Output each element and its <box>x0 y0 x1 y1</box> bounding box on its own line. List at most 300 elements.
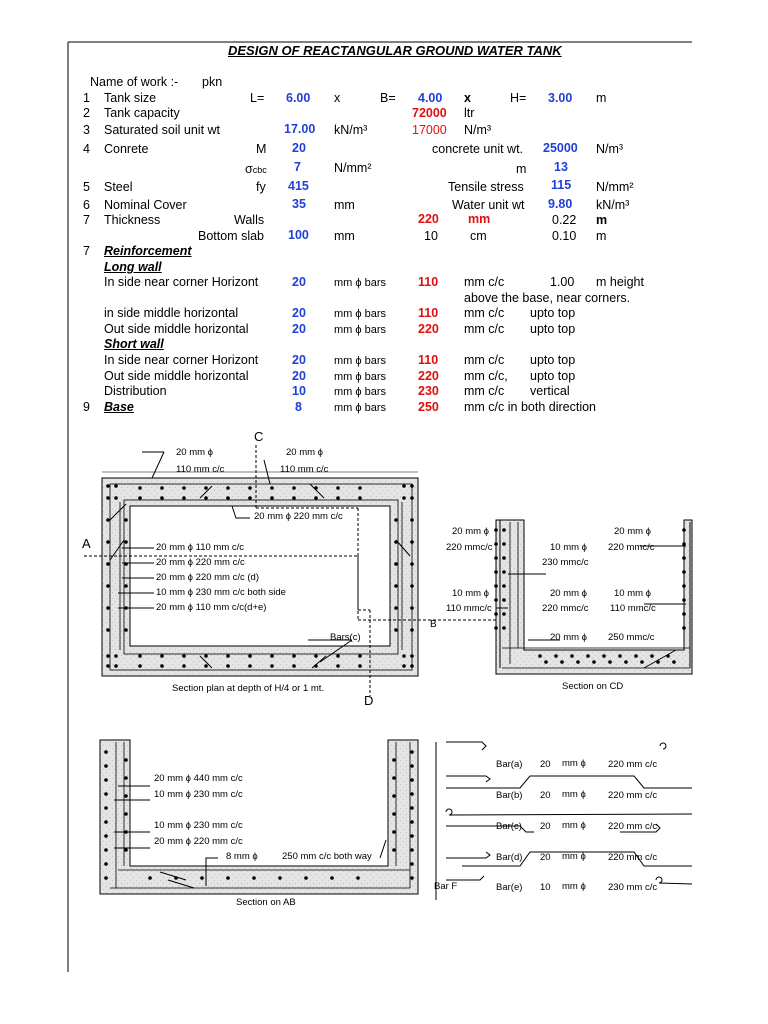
rebar-dot <box>270 664 274 668</box>
rebar-dot <box>106 562 110 566</box>
rebar-dot <box>252 876 256 880</box>
spacing-unit: mm c/c <box>464 353 505 367</box>
long-wall-heading: Long wall <box>104 260 162 274</box>
rebar-dot <box>104 806 108 810</box>
rebar-dot <box>402 654 406 658</box>
rebar-label: Distribution <box>104 384 167 398</box>
rebar-dot <box>410 654 414 658</box>
rebar-dot <box>410 876 414 880</box>
rebar-dot <box>410 764 414 768</box>
rebar-dot <box>402 484 406 488</box>
tank-size-label: Tank size <box>104 91 157 105</box>
cd-label: 20 mm ϕ <box>550 632 587 643</box>
section-plan-caption: Section plan at depth of H/4 or 1 mt. <box>172 683 325 694</box>
rebar-dot <box>402 664 406 668</box>
section-cd-caption: Section on CD <box>562 681 624 692</box>
concrete-label: Conrete <box>104 142 149 156</box>
plan-label: 20 mm ϕ 220 mm c/c <box>254 511 343 522</box>
rebar-dia: 20 <box>292 275 306 289</box>
times-sign: x <box>464 91 471 105</box>
rebar-dot <box>394 584 398 588</box>
unit: m <box>596 229 607 243</box>
rebar-dot <box>682 556 686 560</box>
cd-label: 230 mmc/c <box>542 557 589 568</box>
bar-spacing: 230 mm c/c <box>608 882 658 893</box>
spacing-unit: mm c/c, <box>464 369 508 383</box>
section-mark-a: A <box>82 536 91 551</box>
height-value: 1.00 <box>550 275 575 289</box>
rebar-dot <box>358 664 362 668</box>
rebar-dot <box>174 876 178 880</box>
rebar-dot <box>410 778 414 782</box>
bar-unit: mm ϕ <box>562 881 586 892</box>
breadth-value: 4.00 <box>418 91 443 105</box>
rebar-dot <box>410 540 414 544</box>
row-num: 3 <box>83 123 90 137</box>
rebar-dot <box>336 486 340 490</box>
rebar-dot <box>410 562 414 566</box>
rebar-dot <box>124 540 128 544</box>
cd-label: 10 mm ϕ <box>550 542 587 553</box>
bar-dia: 20 <box>540 821 551 832</box>
rebar-dot <box>124 606 128 610</box>
concrete-unit-wt-value: 25000 <box>543 141 578 155</box>
wall-thickness-value: 220 <box>418 212 439 226</box>
rebar-dot <box>314 654 318 658</box>
rebar-dot <box>104 750 108 754</box>
rebar-dot <box>358 496 362 500</box>
row-num: 5 <box>83 180 90 194</box>
rebar-dot <box>292 664 296 668</box>
sigma-cbc-value: 7 <box>294 160 301 174</box>
bar-dia: 20 <box>540 852 551 863</box>
rebar-dot <box>160 664 164 668</box>
nominal-cover-label: Nominal Cover <box>104 198 187 212</box>
plan-label: 20 mm ϕ 220 mm c/c <box>156 557 245 568</box>
plan-label: 110 mm c/c <box>176 464 225 475</box>
rebar-dot <box>114 496 118 500</box>
rebar-dot <box>104 820 108 824</box>
grade-value: 20 <box>292 141 306 155</box>
rebar-dot <box>182 664 186 668</box>
rebar-unit: mm ϕ bars <box>334 371 386 383</box>
rebar-dot <box>204 486 208 490</box>
rebar-dot <box>544 660 548 664</box>
rebar-spacing: 110 <box>418 353 439 367</box>
grade-label: M <box>256 142 267 156</box>
rebar-dot <box>106 664 110 668</box>
rebar-dot <box>182 654 186 658</box>
rebar-dot <box>248 654 252 658</box>
rebar-dot <box>502 626 506 630</box>
rebar-dot <box>494 528 498 532</box>
rebar-dot <box>502 612 506 616</box>
row-num: 7 <box>83 213 90 227</box>
height-unit: m height <box>596 275 644 289</box>
rebar-dot <box>106 654 110 658</box>
rebar-dot <box>106 540 110 544</box>
rebar-dot <box>124 628 128 632</box>
unit: cm <box>470 229 487 243</box>
length-label: L= <box>250 91 265 105</box>
bar-dia: 20 <box>540 790 551 801</box>
rebar-spacing: 110 <box>418 275 439 289</box>
rebar-dot <box>182 486 186 490</box>
name-of-work-value: pkn <box>202 75 223 89</box>
rebar-unit: mm ϕ bars <box>334 277 386 289</box>
tensile-stress-label: Tensile stress <box>448 180 524 194</box>
row-num: 1 <box>83 91 90 105</box>
unit: N/mm² <box>334 161 372 175</box>
rebar-dot <box>104 876 108 880</box>
fy-value: 415 <box>288 179 309 193</box>
spacing-unit: mm c/c <box>464 275 505 289</box>
rebar-dot <box>634 654 638 658</box>
rebar-dot <box>538 654 542 658</box>
rebar-dot <box>104 764 108 768</box>
rebar-dot <box>394 606 398 610</box>
rebar-dot <box>330 876 334 880</box>
rebar-unit: mm ϕ bars <box>334 308 386 320</box>
rebar-dot <box>304 876 308 880</box>
rebar-unit: mm ϕ bars <box>334 386 386 398</box>
soil-unit-wt-label: Saturated soil unit wt <box>104 123 221 137</box>
rebar-dot <box>592 660 596 664</box>
rebar-dot <box>204 664 208 668</box>
rebar-dot <box>650 654 654 658</box>
note: vertical <box>530 384 570 398</box>
bar-spacing: 220 mm c/c <box>608 821 658 832</box>
ab-label: 10 mm ϕ 230 mm c/c <box>154 820 243 831</box>
rebar-dot <box>682 584 686 588</box>
note: upto top <box>530 369 576 383</box>
cd-label: 110 mmc/c <box>446 603 492 614</box>
soil-unit-wt-value-n: 17000 <box>412 123 447 137</box>
note: upto top <box>530 353 576 367</box>
rebar-dot <box>106 584 110 588</box>
rebar-dot <box>336 654 340 658</box>
rebar-dot <box>270 486 274 490</box>
rebar-dot <box>106 628 110 632</box>
rebar-dot <box>656 660 660 664</box>
rebar-dot <box>114 664 118 668</box>
rebar-dot <box>226 876 230 880</box>
bottom-slab-m: 0.10 <box>552 229 577 243</box>
rebar-dot <box>576 660 580 664</box>
bar-spacing: 220 mm c/c <box>608 759 658 770</box>
spacing-unit: mm c/c <box>464 306 505 320</box>
rebar-dot <box>104 834 108 838</box>
row-num: 4 <box>83 142 90 156</box>
rebar-dot <box>124 562 128 566</box>
rebar-dot <box>392 848 396 852</box>
bar-f-label: Bar F <box>434 881 458 892</box>
sigma-cbc-label: σcbc <box>245 162 267 176</box>
rebar-dot <box>200 876 204 880</box>
ab-label: 20 mm ϕ 220 mm c/c <box>154 836 243 847</box>
walls-label: Walls <box>234 213 265 227</box>
rebar-dot <box>494 584 498 588</box>
unit: N/mm² <box>596 180 634 194</box>
rebar-dot <box>402 496 406 500</box>
thickness-label: Thickness <box>104 213 161 227</box>
rebar-dot <box>248 664 252 668</box>
cd-label: 220 mmc/c <box>608 542 655 553</box>
reinforcement-heading: Reinforcement <box>104 244 192 258</box>
tensile-stress-value: 115 <box>551 178 572 192</box>
rebar-dot <box>682 528 686 532</box>
rebar-dot <box>226 486 230 490</box>
rebar-spacing: 230 <box>418 384 439 398</box>
concrete-unit-wt-label: concrete unit wt. <box>432 142 524 156</box>
rebar-dot <box>270 496 274 500</box>
rebar-dot <box>502 542 506 546</box>
rebar-dot <box>358 486 362 490</box>
page-title: DESIGN OF REACTANGULAR GROUND WATER TANK <box>228 43 562 58</box>
rebar-dot <box>394 540 398 544</box>
rebar-dot <box>410 484 414 488</box>
times-sign: x <box>334 91 341 105</box>
tank-capacity-value: 72000 <box>412 106 447 120</box>
plan-label: 20 mm ϕ 110 mm c/c <box>156 542 245 553</box>
cd-label: 20 mm ϕ <box>550 588 587 599</box>
rebar-dot <box>160 486 164 490</box>
rebar-dot <box>356 876 360 880</box>
unit: kN/m³ <box>596 198 630 212</box>
cd-label: 10 mm ϕ <box>614 588 651 599</box>
rebar-dot <box>502 570 506 574</box>
rebar-spacing: 110 <box>418 306 439 320</box>
section-mark-b: B <box>430 619 437 630</box>
rebar-dot <box>248 486 252 490</box>
rebar-dot <box>104 792 108 796</box>
rebar-dot <box>138 486 142 490</box>
rebar-dot <box>124 848 128 852</box>
rebar-dot <box>314 496 318 500</box>
rebar-dot <box>160 654 164 658</box>
spacing-unit: mm c/c <box>464 322 505 336</box>
water-unit-wt-label: Water unit wt <box>452 198 525 212</box>
rebar-dot <box>114 654 118 658</box>
note: upto top <box>530 322 576 336</box>
rebar-unit: mm ϕ bars <box>334 324 386 336</box>
rebar-dot <box>392 794 396 798</box>
rebar-dot <box>106 484 110 488</box>
row-num: 6 <box>83 198 90 212</box>
rebar-dia: 20 <box>292 353 306 367</box>
rebar-dot <box>494 626 498 630</box>
rebar-dot <box>204 496 208 500</box>
rebar-dot <box>138 664 142 668</box>
unit: N/m³ <box>596 142 624 156</box>
rebar-dot <box>394 628 398 632</box>
row-num: 7 <box>83 244 90 258</box>
unit: ltr <box>464 106 475 120</box>
bar-label: Bar(c) <box>496 821 522 832</box>
steel-label: Steel <box>104 180 133 194</box>
rebar-dot <box>502 556 506 560</box>
rebar-dia: 10 <box>292 384 306 398</box>
rebar-spacing: 220 <box>418 369 439 383</box>
rebar-dot <box>392 758 396 762</box>
section-mark-c: C <box>254 429 264 444</box>
plan-label: 110 mm c/c <box>280 464 329 475</box>
cd-label: 220 mmc/c <box>446 542 493 553</box>
modular-ratio-value: 13 <box>554 160 568 174</box>
rebar-dot <box>336 664 340 668</box>
wall-thickness-m: 0.22 <box>552 213 577 227</box>
rebar-dot <box>114 484 118 488</box>
note: mm c/c in both direction <box>464 400 596 414</box>
cd-label: 220 mmc/c <box>542 603 589 614</box>
rebar-dot <box>410 606 414 610</box>
rebar-label: In side near corner Horizont <box>104 353 259 367</box>
tank-capacity-label: Tank capacity <box>104 106 180 120</box>
note: above the base, near corners. <box>464 291 631 305</box>
rebar-dot <box>410 834 414 838</box>
plan-label: 20 mm ϕ <box>176 447 213 458</box>
cd-label: 20 mm ϕ <box>614 526 651 537</box>
ab-label: 250 mm c/c both way <box>282 851 372 862</box>
cd-label: 10 mm ϕ <box>452 588 489 599</box>
breadth-label: B= <box>380 91 396 105</box>
bar-dia: 20 <box>540 759 551 770</box>
rebar-dot <box>270 654 274 658</box>
height-label: H= <box>510 91 527 105</box>
bottom-slab-cm: 10 <box>424 229 438 243</box>
rebar-dot <box>410 496 414 500</box>
rebar-dot <box>278 876 282 880</box>
rebar-dot <box>248 496 252 500</box>
nominal-cover-value: 35 <box>292 197 306 211</box>
rebar-dot <box>314 664 318 668</box>
cd-label: 110 mmc/c <box>610 603 656 614</box>
rebar-dot <box>148 876 152 880</box>
bar-label: Bar(d) <box>496 852 523 863</box>
rebar-spacing: 220 <box>418 322 439 336</box>
bar-unit: mm ϕ <box>562 789 586 800</box>
spacing-unit: mm c/c <box>464 384 505 398</box>
plan-label: Bars(c) <box>330 632 361 643</box>
rebar-dot <box>560 660 564 664</box>
bottom-slab-value: 100 <box>288 228 309 242</box>
unit: mm <box>468 212 491 226</box>
rebar-dot <box>138 496 142 500</box>
ab-label: 20 mm ϕ 440 mm c/c <box>154 773 243 784</box>
bar-unit: mm ϕ <box>562 851 586 862</box>
unit: mm <box>334 229 355 243</box>
rebar-dot <box>502 598 506 602</box>
rebar-dot <box>292 654 296 658</box>
rebar-dot <box>124 584 128 588</box>
rebar-dot <box>672 660 676 664</box>
rebar-dot <box>392 830 396 834</box>
rebar-dot <box>124 830 128 834</box>
rebar-dot <box>292 496 296 500</box>
rebar-dot <box>124 518 128 522</box>
rebar-dot <box>624 660 628 664</box>
rebar-label: Out side middle horizontal <box>104 369 249 383</box>
rebar-dot <box>394 562 398 566</box>
soil-unit-wt-value: 17.00 <box>284 122 316 136</box>
rebar-dot <box>410 792 414 796</box>
rebar-dot <box>410 584 414 588</box>
bar-unit: mm ϕ <box>562 758 586 769</box>
rebar-dot <box>124 776 128 780</box>
rebar-dot <box>292 486 296 490</box>
rebar-dot <box>494 570 498 574</box>
base-heading: Base <box>104 400 134 414</box>
ab-label: 10 mm ϕ 230 mm c/c <box>154 789 243 800</box>
bar-unit: mm ϕ <box>562 820 586 831</box>
length-value: 6.00 <box>286 91 311 105</box>
row-num: 9 <box>83 400 90 414</box>
rebar-dot <box>586 654 590 658</box>
rebar-dot <box>106 496 110 500</box>
rebar-dia: 20 <box>292 322 306 336</box>
plan-label: 20 mm ϕ 110 mm c/c(d+e) <box>156 602 267 613</box>
bar-dia: 10 <box>540 882 551 893</box>
rebar-dot <box>666 654 670 658</box>
rebar-dot <box>410 862 414 866</box>
rebar-dot <box>640 660 644 664</box>
unit: N/m³ <box>464 123 492 137</box>
rebar-unit: mm ϕ bars <box>334 355 386 367</box>
rebar-dot <box>494 612 498 616</box>
rebar-dot <box>570 654 574 658</box>
bar-spacing: 220 mm c/c <box>608 790 658 801</box>
rebar-dot <box>226 654 230 658</box>
rebar-dot <box>608 660 612 664</box>
rebar-dot <box>226 664 230 668</box>
rebar-dot <box>502 528 506 532</box>
unit: kN/m³ <box>334 123 368 137</box>
rebar-dot <box>410 806 414 810</box>
rebar-dot <box>494 556 498 560</box>
rebar-dot <box>182 496 186 500</box>
rebar-dia: 20 <box>292 369 306 383</box>
rebar-dot <box>314 486 318 490</box>
bar-label: Bar(a) <box>496 759 523 770</box>
name-of-work-label: Name of work :- <box>90 75 179 89</box>
section-ab-caption: Section on AB <box>236 897 296 908</box>
rebar-dot <box>394 518 398 522</box>
rebar-dia: 8 <box>295 400 302 414</box>
rebar-dot <box>682 612 686 616</box>
rebar-dia: 20 <box>292 306 306 320</box>
rebar-dot <box>226 496 230 500</box>
note: upto top <box>530 306 576 320</box>
rebar-dot <box>682 626 686 630</box>
rebar-dot <box>392 776 396 780</box>
rebar-dot <box>410 750 414 754</box>
rebar-dot <box>104 778 108 782</box>
rebar-dot <box>124 758 128 762</box>
rebar-label: In side near corner Horizont <box>104 275 259 289</box>
rebar-dot <box>204 654 208 658</box>
unit: m <box>596 213 608 227</box>
section-mark-d: D <box>364 693 374 708</box>
rebar-dot <box>682 542 686 546</box>
rebar-dot <box>502 584 506 588</box>
rebar-dot <box>104 862 108 866</box>
plan-label: 20 mm ϕ 220 mm c/c (d) <box>156 572 259 583</box>
rebar-label: Out side middle horizontal <box>104 322 249 336</box>
bar-label: Bar(e) <box>496 882 523 893</box>
rebar-dot <box>682 598 686 602</box>
row-num: 2 <box>83 106 90 120</box>
rebar-dot <box>106 518 110 522</box>
